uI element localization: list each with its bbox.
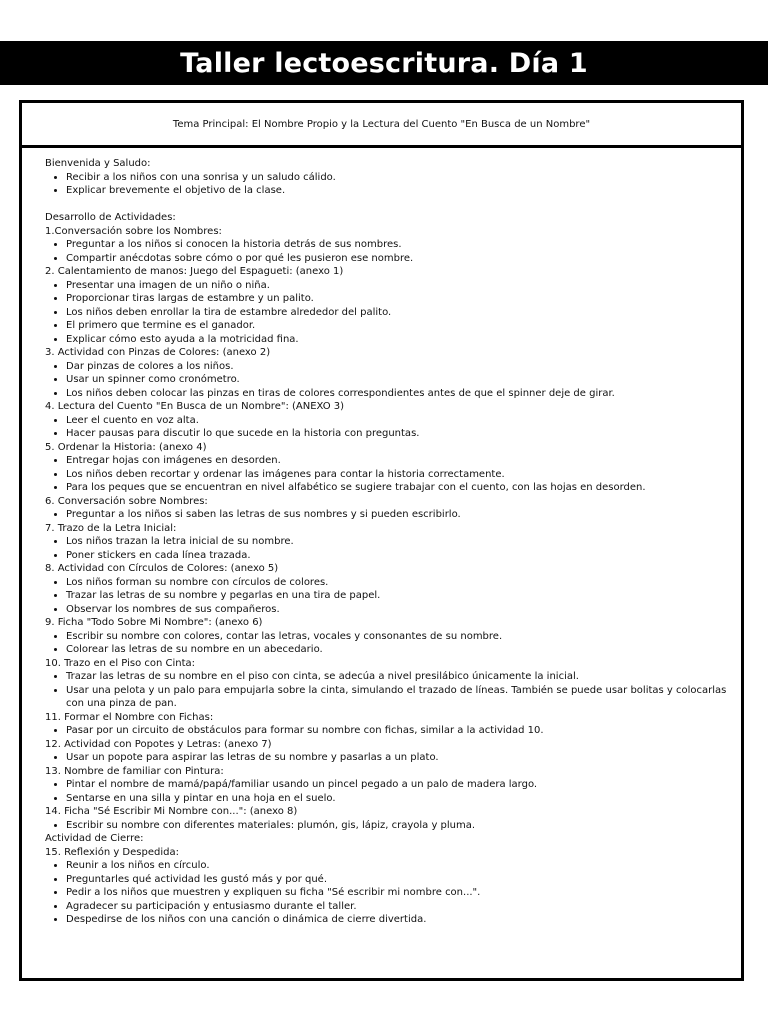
bullet-list	[45, 508, 731, 522]
list-item: • Preguntarles qué actividad les gustó más y por qué.	[66, 873, 731, 887]
list-item: • Explicar cómo esto ayuda a la motricidad fina.	[66, 333, 731, 347]
topic-text: Tema Principal: El Nombre Propio y la Lectura del Cuento "En Busca de un Nombre"	[172, 118, 591, 130]
section-heading: 14. Ficha "Sé Escribir Mi Nombre con...": (anexo 8)	[45, 806, 298, 817]
list-item: • Hacer pausas para discutir lo que sucede en la historia con preguntas.	[66, 427, 731, 441]
list-item: • Trazar las letras de su nombre y pegarlas en una tira de papel.	[66, 589, 731, 603]
bullet-list	[45, 576, 731, 617]
section-heading: 4. Lectura del Cuento "En Busca de un Nombre": (ANEXO 3)	[45, 401, 345, 412]
list-item: • Compartir anécdotas sobre cómo o por qué les pusieron ese nombre.	[66, 252, 731, 266]
list-item: • Pintar el nombre de mamá/papá/familiar usando un pincel pegado a un palo de madera largo.	[66, 778, 731, 792]
section-heading: 2. Calentamiento de manos: Juego del Espagueti: (anexo 1)	[45, 266, 344, 277]
list-item: • Escribir su nombre con diferentes materiales: plumón, gis, lápiz, crayola y pluma.	[66, 819, 731, 833]
lesson-frame	[19, 100, 744, 981]
section-heading: 15. Reflexión y Despedida:	[45, 846, 179, 858]
list-item: • Presentar una imagen de un niño o niña.	[66, 279, 731, 293]
list-item: • Colorear las letras de su nombre en un abecedario.	[66, 643, 731, 657]
topic-row	[22, 103, 741, 148]
section-heading: 11. Formar el Nombre con Fichas:	[45, 711, 214, 723]
bullet-list	[45, 535, 731, 562]
list-item: • Los niños deben colocar las pinzas en tiras de colores correspondientes antes de que el spinner deje de girar.	[66, 387, 731, 401]
list-item: • Usar un spinner como cronómetro.	[66, 373, 731, 387]
bullet-list	[45, 279, 731, 347]
bullet-list	[45, 751, 731, 765]
list-item: • Entregar hojas con imágenes en desorden.	[66, 454, 731, 468]
list-item: • Observar los nombres de sus compañeros.	[66, 603, 731, 617]
list-item: • Leer el cuento en voz alta.	[66, 414, 731, 428]
bullet-list	[45, 670, 731, 711]
list-item: • Trazar las letras de su nombre en el piso con cinta, se adecúa a nivel presilábico únicamente la inicial.	[66, 670, 731, 684]
bullet-list	[45, 414, 731, 441]
bullet-list	[45, 360, 731, 401]
list-item: • Dar pinzas de colores a los niños.	[66, 360, 731, 374]
list-item: • Los niños trazan la letra inicial de su nombre.	[66, 535, 731, 549]
list-item: • Preguntar a los niños si saben las letras de sus nombres y si pueden escribirlo.	[66, 508, 731, 522]
bullet-list	[45, 819, 731, 833]
bullet-list	[45, 724, 731, 738]
section-heading: Bienvenida y Saludo:	[45, 158, 151, 169]
list-item: • Usar un popote para aspirar las letras de su nombre y pasarlas a un plato.	[66, 751, 731, 765]
list-item: • Despedirse de los niños con una canción o dinámica de cierre divertida.	[66, 913, 731, 927]
section-heading: 6. Conversación sobre Nombres:	[45, 495, 208, 507]
list-item: • Poner stickers en cada línea trazada.	[66, 549, 731, 563]
list-item: • Pedir a los niños que muestren y expliquen su ficha "Sé escribir mi nombre con...".	[66, 886, 731, 900]
list-item: • Explicar brevemente el objetivo de la clase.	[66, 184, 731, 198]
list-item: • Recibir a los niños con una sonrisa y un saludo cálido.	[66, 171, 731, 185]
section-heading: 10. Trazo en el Piso con Cinta:	[45, 657, 196, 669]
list-item: • Proporcionar tiras largas de estambre y un palito.	[66, 292, 731, 306]
section-heading: 8. Actividad con Círculos de Colores: (anexo 5)	[45, 563, 279, 574]
list-item: • Los niños deben recortar y ordenar las imágenes para contar la historia correctamente.	[66, 468, 731, 482]
section-heading: 13. Nombre de familiar con Pintura:	[45, 765, 224, 777]
list-item: • Reunir a los niños en círculo.	[66, 859, 731, 873]
lesson-content	[22, 148, 741, 927]
section-heading: 7. Trazo de la Letra Inicial:	[45, 522, 177, 534]
list-item: • Los niños forman su nombre con círculos de colores.	[66, 576, 731, 590]
list-item: • El primero que termine es el ganador.	[66, 319, 731, 333]
title-bar	[0, 41, 768, 85]
page-title: Taller lectoescritura. Día 1	[180, 47, 588, 79]
bullet-list	[45, 238, 731, 265]
bullet-list	[45, 859, 731, 927]
list-item: • Pasar por un circuito de obstáculos para formar su nombre con fichas, similar a la actividad 10.	[66, 724, 731, 738]
section-heading: 3. Actividad con Pinzas de Colores: (anexo 2)	[45, 347, 271, 358]
bullet-list	[45, 171, 731, 198]
section-heading: 5. Ordenar la Historia: (anexo 4)	[45, 441, 207, 453]
list-item: • Los niños deben enrollar la tira de estambre alrededor del palito.	[66, 306, 731, 320]
list-item: • Agradecer su participación y entusiasmo durante el taller.	[66, 900, 731, 914]
list-item: • Para los peques que se encuentran en nivel alfabético se sugiere trabajar con el cuento, con las hojas en desorden.	[66, 481, 731, 495]
bullet-list	[45, 454, 731, 495]
list-item: • Sentarse en una silla y pintar en una hoja en el suelo.	[66, 792, 731, 806]
section-heading: 12. Actividad con Popotes y Letras: (anexo 7)	[45, 738, 272, 750]
section-heading: Actividad de Cierre:	[45, 833, 144, 844]
list-item: • Usar una pelota y un palo para empujarla sobre la cinta, simulando el trazado de líneas. También se puede usar bolitas y colocarlas con una pinza de pan.	[66, 684, 731, 711]
section-heading: 1.Conversación sobre los Nombres:	[45, 225, 222, 237]
section-heading: 9. Ficha "Todo Sobre Mi Nombre": (anexo 6)	[45, 617, 263, 628]
spacer	[45, 198, 731, 212]
list-item: • Escribir su nombre con colores, contar las letras, vocales y consonantes de su nombre.	[66, 630, 731, 644]
bullet-list	[45, 630, 731, 657]
list-item: • Preguntar a los niños si conocen la historia detrás de sus nombres.	[66, 238, 731, 252]
bullet-list	[45, 778, 731, 805]
section-heading: Desarrollo de Actividades:	[45, 212, 176, 223]
